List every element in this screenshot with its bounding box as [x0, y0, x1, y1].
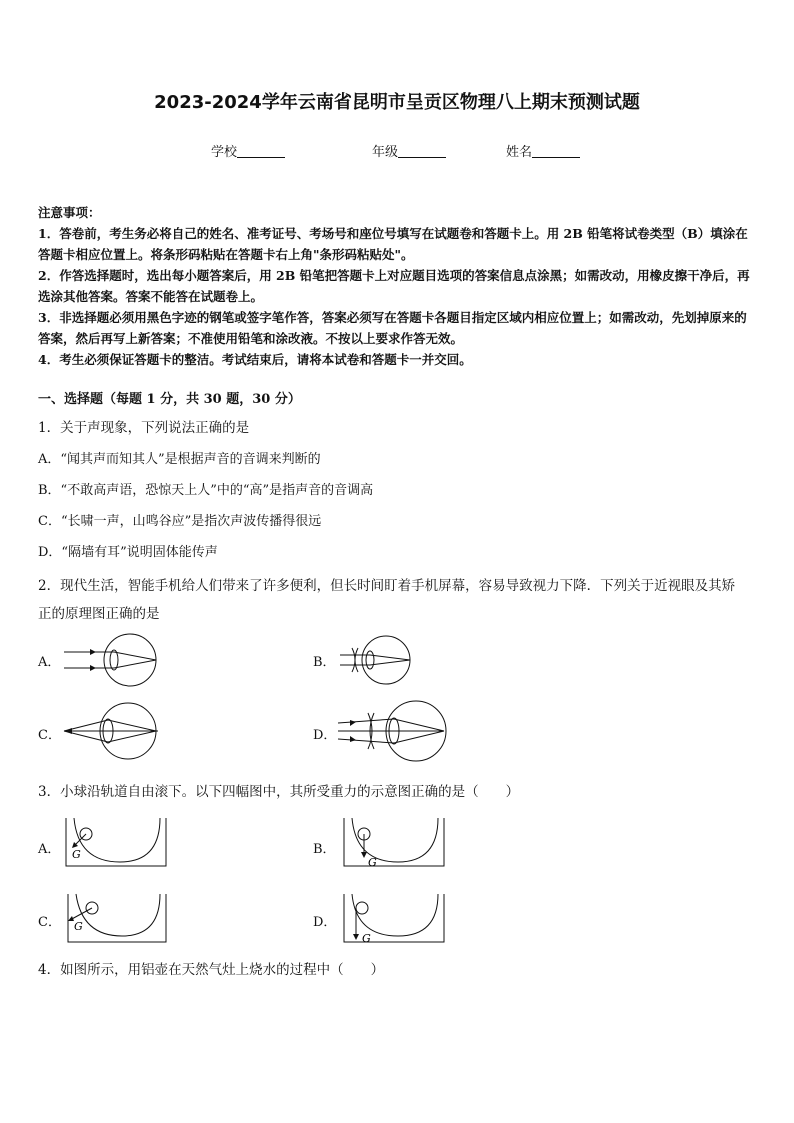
track-diagram-b: [340, 814, 448, 874]
name-label: 姓名: [506, 145, 533, 160]
force-label-g: G: [72, 848, 81, 861]
question-1-option-d: D．“隔墙有耳”说明固体能传声: [38, 545, 218, 560]
question-4-stem: 4．如图所示，用铝壶在天然气灶上烧水的过程中（ ）: [38, 962, 385, 978]
question-3-stem: 3．小球沿轨道自由滚下。以下四幅图中，其所受重力的示意图正确的是（ ）: [38, 784, 520, 800]
notes-heading: 注意事项：: [38, 205, 101, 220]
grade-label: 年级: [372, 145, 399, 160]
force-label-g: G: [362, 932, 371, 945]
question-3-label-b: B．: [313, 842, 336, 857]
question-2-label-b: B．: [313, 655, 336, 670]
notes-block: [38, 202, 758, 370]
force-label-g: G: [74, 920, 83, 933]
school-label: 学校: [211, 145, 238, 160]
notes-item: 3．非选择题必须用黑色字迹的钢笔或签字笔作答，答案必须写在答题卡各题目指定区域内相应位置上；如需改动，先划掉原来的答案，然后再写上新答案；不准使用铅笔和涂改液。不按以上要求作答无效。: [38, 310, 747, 346]
grade-blank: [398, 144, 446, 158]
question-1-option-b: B．“不敢高声语，恐惊天上人”中的“高”是指声音的音调高: [38, 483, 374, 498]
question-2-label-d: D．: [313, 728, 337, 743]
track-diagram-d: [340, 890, 450, 948]
notes-item: 2．作答选择题时，选出每小题答案后，用 2B 铅笔把答题卡上对应题目选项的答案信息点涂黑；如需改动，用橡皮擦干净后，再选涂其他答案。答案不能答在试题卷上。: [38, 268, 750, 304]
track-diagram-a: [62, 814, 170, 870]
question-3-label-a: A．: [38, 842, 61, 857]
eye-diagram-c: [62, 700, 162, 762]
name-field: [506, 141, 580, 160]
question-1-option-a: A．“闻其声而知其人”是根据声音的音调来判断的: [38, 452, 321, 467]
force-label-g: G: [368, 856, 377, 869]
question-2-stem-line1: 2．现代生活，智能手机给人们带来了许多便利，但长时间盯着手机屏幕，容易导致视力下降．下列关于近视眼及其矫: [38, 578, 736, 594]
eye-diagram-a: [62, 632, 162, 688]
question-2-label-a: A．: [38, 655, 61, 670]
eye-diagram-d: [336, 697, 448, 765]
question-3-label-d: D．: [313, 915, 337, 930]
eye-diagram-b: [340, 634, 420, 686]
question-2-label-c: C．: [38, 728, 61, 743]
notes-item: 1．答卷前，考生务必将自己的姓名、准考证号、考场号和座位号填写在试题卷和答题卡上。用 2B 铅笔将试卷类型（B）填涂在答题卡相应位置上。将条形码粘贴在答题卡右上角"条形码粘贴处"。: [38, 226, 748, 262]
question-1-option-c: C．“长啸一声，山鸣谷应”是指次声波传播得很远: [38, 514, 322, 529]
question-3-label-c: C．: [38, 915, 61, 930]
school-field: [211, 141, 285, 160]
section-heading: 一、选择题（每题 1 分，共 30 题，30 分）: [38, 392, 301, 407]
school-blank: [237, 144, 285, 158]
track-diagram-c: [62, 890, 172, 946]
name-blank: [532, 144, 580, 158]
question-1-stem: 1．关于声现象，下列说法正确的是: [38, 420, 250, 436]
grade-field: [372, 141, 446, 160]
page-title: 2023-2024学年云南省昆明市呈贡区物理八上期末预测试题: [154, 92, 640, 113]
notes-item: 4．考生必须保证答题卡的整洁。考试结束后，请将本试卷和答题卡一并交回。: [38, 352, 472, 367]
question-2-stem-line2: 正的原理图正确的是: [38, 606, 160, 622]
